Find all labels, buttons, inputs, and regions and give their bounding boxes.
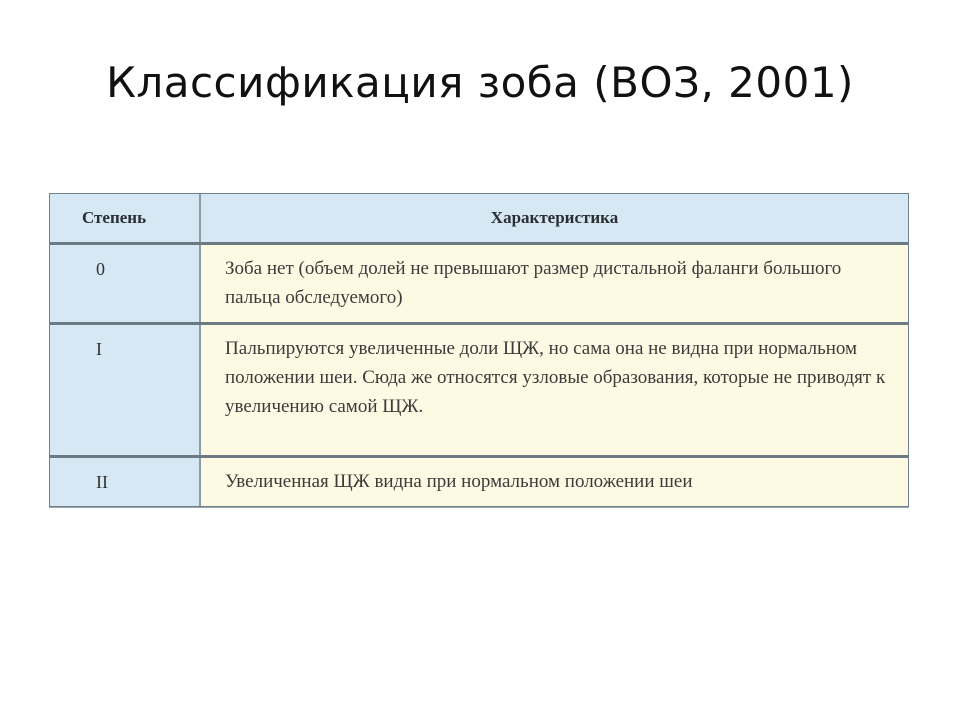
table-row — [50, 457, 908, 507]
table-row — [50, 324, 908, 457]
description-cell: Зоба нет (объем долей не превышают размер дистальной фаланги большого пальца обследуемого) — [200, 244, 908, 324]
characteristic-column-header: Характеристика — [200, 194, 908, 244]
grade-cell: II — [50, 457, 200, 507]
classification-table — [50, 194, 908, 506]
table-header-row — [50, 194, 908, 244]
grade-cell: 0 — [50, 244, 200, 324]
grade-cell: I — [50, 324, 200, 457]
grade-column-header: Степень — [50, 194, 200, 244]
description-cell: Пальпируются увеличенные доли ЩЖ, но сама она не видна при нормальном положении шеи. Сюда же относятся узловые образования, которые не приводят к увеличению самой ЩЖ. — [200, 324, 908, 457]
slide-title: Классификация зоба (ВОЗ, 2001) — [106, 58, 854, 107]
table-row — [50, 244, 908, 324]
classification-table-container — [49, 193, 909, 507]
description-cell: Увеличенная ЩЖ видна при нормальном положении шеи — [200, 457, 908, 507]
